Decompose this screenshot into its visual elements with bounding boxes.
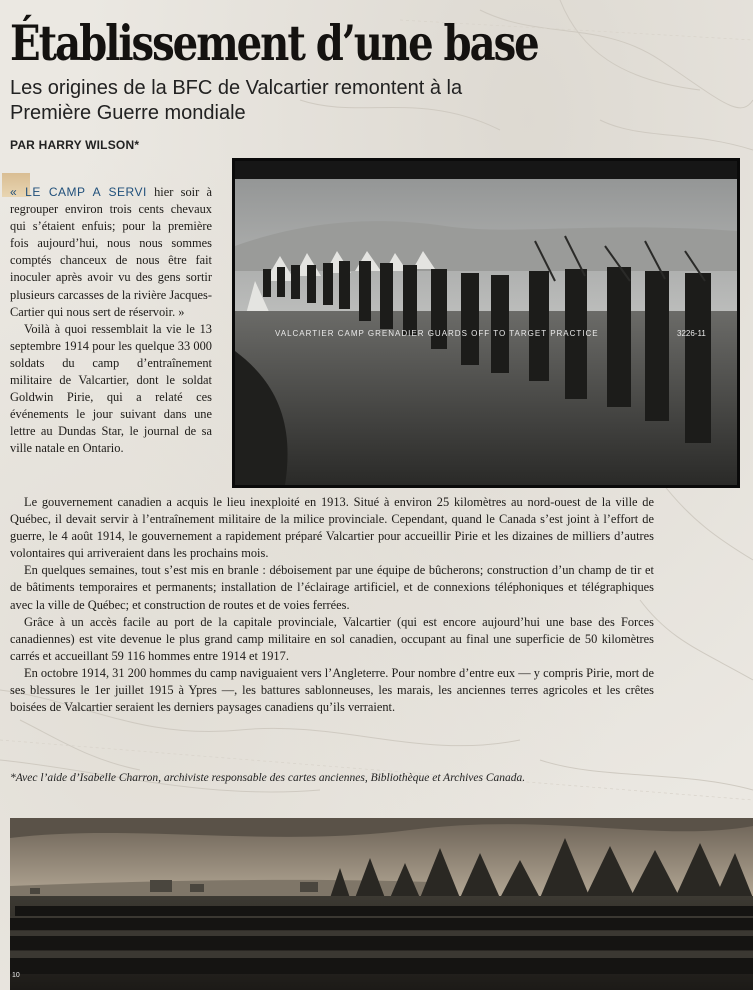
photo-number: 3226-11 (677, 329, 706, 338)
paragraph-4: En quelques semaines, tout s’est mis en branle : déboisement par une équipe de bûcherons; construction d’un champ de tir et de bâtiments temporaires et permanents; installation de l’éclairage artificiel, et de connexions téléphoniques et télégraphiques avec la ville de Québec; et construction de routes et de voies ferrées. (10, 563, 654, 612)
paragraph-5: Grâce à un accès facile au port de la capitale provinciale, Valcartier (qui est encore aujourd’hui une base des Forces canadiennes) est vite devenue le plus grand camp militaire en sol canadien, occupant au final une superficie de 50 kilomètres carrés et accueillant 59 116 hommes entre 1914 et 1917. (10, 614, 654, 663)
photo-caption: VALCARTIER CAMP GRENADIER GUARDS OFF TO TARGET PRACTICE (275, 329, 599, 338)
paragraph-3: Le gouvernement canadien a acquis le lieu inexploité en 1913. Situé à environ 25 kilomètres au nord-ouest de la ville de Québec, il devait servir à l’entraînement militaire de la milice provinciale. Cependant, quand le Canada s’est joint à l’effort de guerre, le 4 août 1914, le gouvernement a rapidement préparé Valcartier pour accueillir Pirie et les dizaines de milliers d’autres volontaires qui arriveraient dans les prochains mois. (10, 495, 654, 561)
paragraph-1-text: hier soir à regrouper environ trois cents chevaux qui s’étaient enfuis; pour la première fois aujourd’hui, nous nous sommes comptés chanceux de nous être fait inoculer après avoir vu des gens sortir plusieurs carcasses de la rivière Jacques-Cartier qui nous sert de réservoir. » (10, 185, 212, 319)
page-number: 10 (12, 972, 20, 979)
soldiers-photo-image (235, 161, 737, 485)
left-column (10, 184, 212, 458)
paragraph-1 (10, 184, 212, 321)
byline: PAR HARRY WILSON* (10, 138, 140, 152)
article-title: Établissement d’une base (10, 14, 538, 72)
paragraph-6: En octobre 1914, 31 200 hommes du camp naviguaient vers l’Angleterre. Pour nombre d’entre eux — y compris Pirie, mort de ses blessures le 1er juillet 1915 à Ypres —, les battures sablonneuses, les marais, les anciennes terres agricoles et les crêtes boisées de Valcartier seraient les derniers paysages canadiens qu’ils verraient. (10, 665, 654, 715)
photo-soldiers-marching (232, 158, 740, 488)
lead-caps: « LE CAMP A SERVI (10, 185, 147, 199)
article-subtitle: Les origines de la BFC de Valcartier remontent à la Première Guerre mondiale (10, 77, 463, 124)
paragraph-2: Voilà à quoi ressemblait la vie le 13 septembre 1914 pour les quelque 33 000 soldats du camp d’entraînement militaire de Valcartier, dont le soldat Goldwin Pirie, qui a relaté ces événements le jour suivant dans une lettre au Dundas Star, le journal de sa ville natale en Ontario. (10, 321, 212, 456)
panorama-photo-image (10, 818, 753, 990)
footnote: *Avec l’aide d’Isabelle Charron, archiviste responsable des cartes anciennes, Bibliothèque et Archives Canada. (10, 772, 526, 784)
full-width-text (10, 494, 654, 716)
photo-camp-panorama (10, 818, 753, 990)
